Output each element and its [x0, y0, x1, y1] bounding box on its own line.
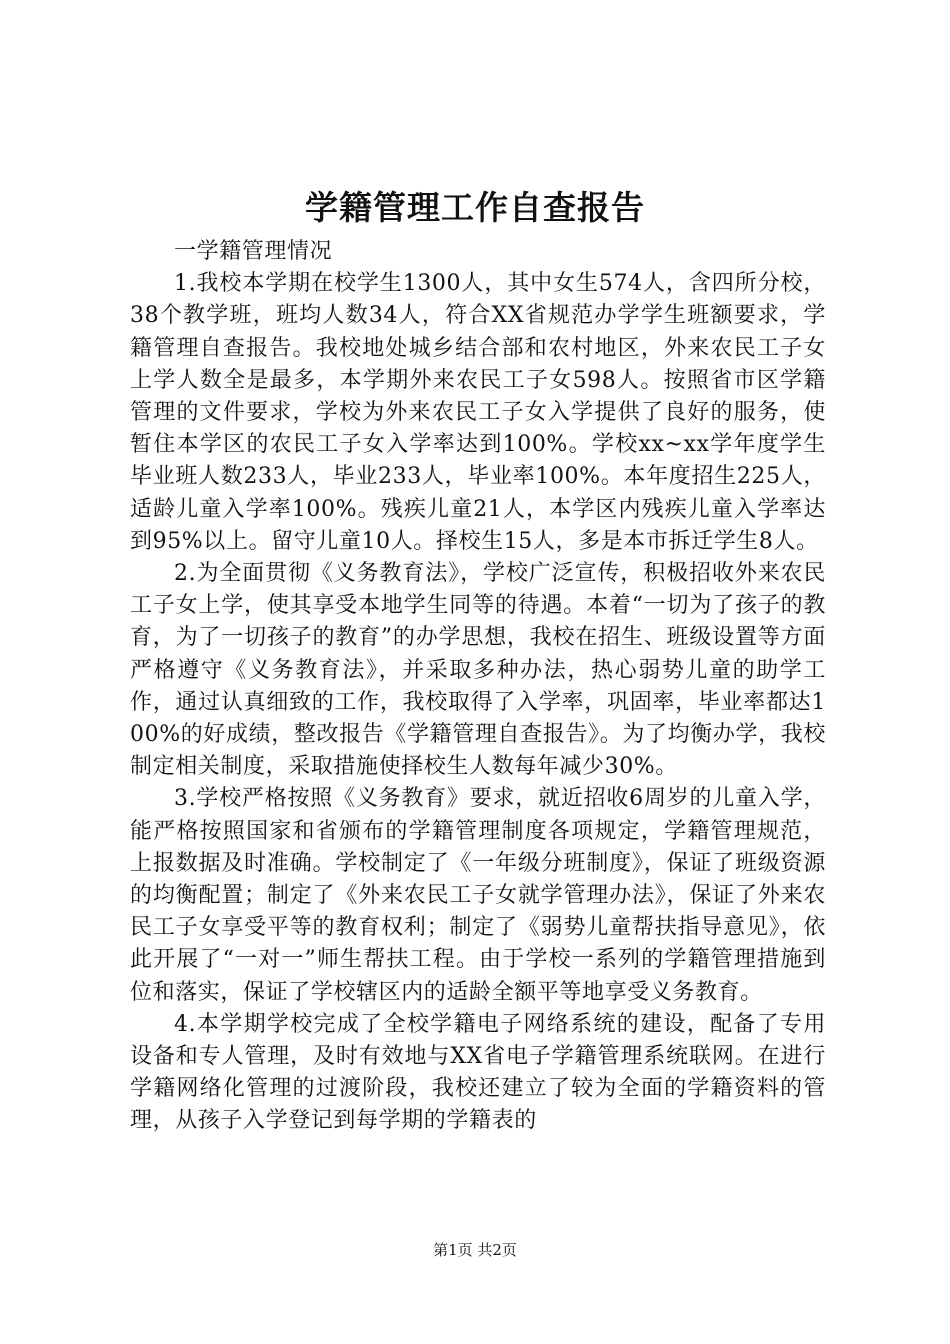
- paragraph-2: 2.为全面贯彻《义务教育法》，学校广泛宣传，积极招收外来农民工子女上学，使其享受本地学生同等的待遇。本着“一切为了孩子的教育，为了一切孩子的教育”的办学思想，我校在招生、班级设置等方面严格遵守《义务教育法》，并采取多种办法，热心弱势儿童的助学工作，通过认真细致的工作，我校取得了入学率，巩固率，毕业率都达100%的好成绩，整改报告《学籍管理自查报告》。为了均衡办学，我校制定相关制度，采取措施使择校生人数每年减少30%。: [130, 561, 826, 780]
- paragraph-3: 3.学校严格按照《义务教育》要求，就近招收6周岁的儿童入学，能严格按照国家和省颁布的学籍管理制度各项规定，学籍管理规范，上报数据及时准确。学校制定了《一年级分班制度》，保证了班级资源的均衡配置；制定了《外来农民工子女就学管理办法》，保证了外来农民工子女享受平等的教育权利；制定了《弱势儿童帮扶指导意见》，依此开展了“一对一”师生帮扶工程。由于学校一系列的学籍管理措施到位和落实，保证了学校辖区内的适龄全额平等地享受义务教育。: [130, 786, 826, 1005]
- paragraph-4: 4.本学期学校完成了全校学籍电子网络系统的建设，配备了专用设备和专人管理，及时有效地与XX省电子学籍管理系统联网。在进行学籍网络化管理的过渡阶段，我校还建立了较为全面的学籍资料的管理，从孩子入学登记到每学期的学籍表的: [130, 1011, 826, 1134]
- paragraph-1: 1.我校本学期在校学生1300人，其中女生574人，含四所分校，38个教学班，班均人数34人，符合XX省规范办学学生班额要求，学籍管理自查报告。我校地处城乡结合部和农村地区，外来农民工子女上学人数全是最多，本学期外来农民工子女598人。按照省市区学籍管理的文件要求，学校为外来农民工子女入学提供了良好的服务，使暂住本学区的农民工子女入学率达到100%。学校xx~xx学年度学生毕业班人数233人，毕业233人，毕业率100%。本年度招生225人，适龄儿童入学率100%。残疾儿童21人，本学区内残疾儿童入学率达到95%以上。留守儿童10人。择校生15人，多是本市拆迁学生8人。: [130, 271, 826, 554]
- document-title: 学籍管理工作自查报告: [305, 188, 645, 227]
- document-body: [130, 236, 826, 1138]
- page-footer: 第1页 共2页: [433, 1241, 517, 1259]
- section-heading: 一学籍管理情况: [174, 239, 333, 264]
